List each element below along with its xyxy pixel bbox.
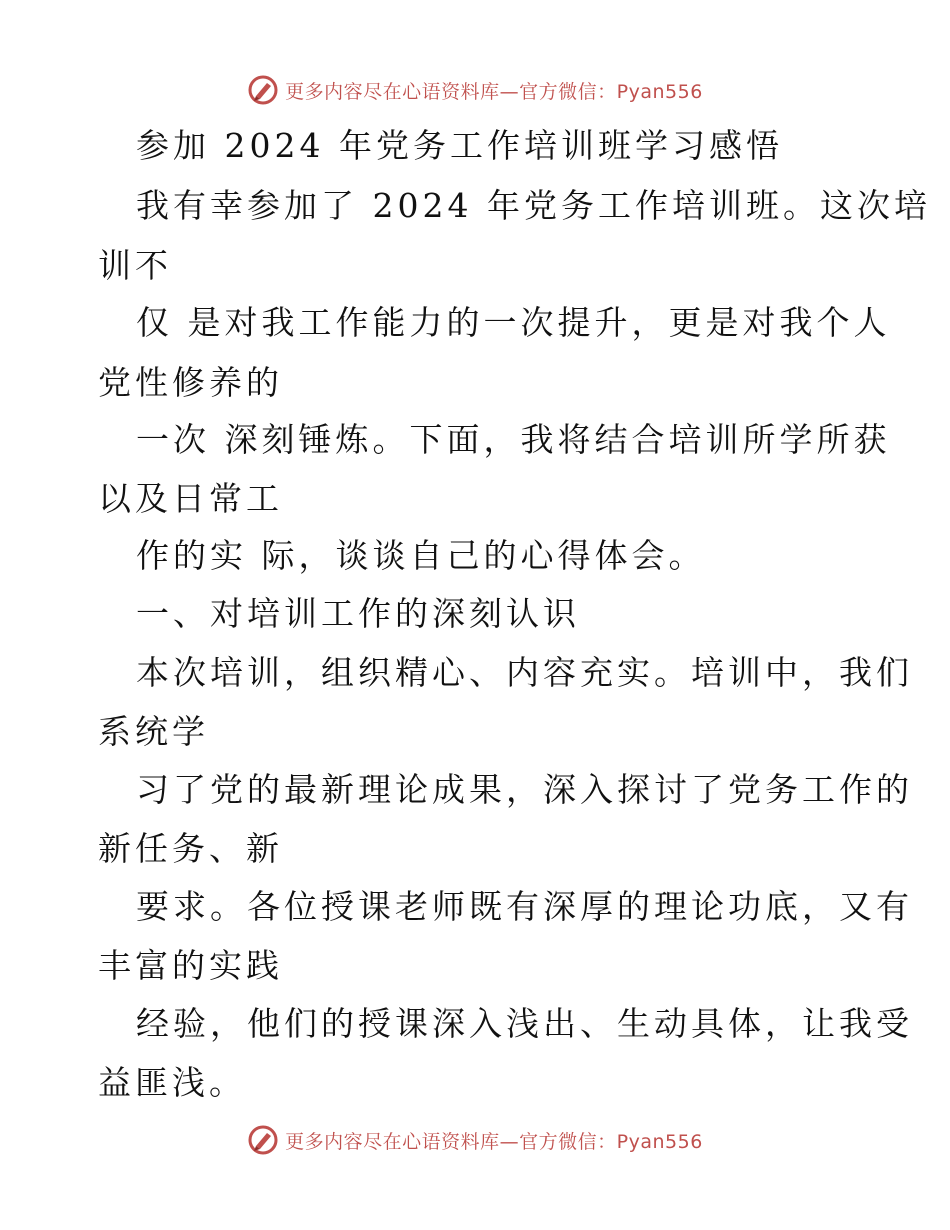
paragraph-line: 系统学	[98, 712, 209, 751]
paragraph-line: 以及日常工	[98, 479, 283, 518]
paragraph-line: 党性修养的	[98, 363, 283, 402]
paragraph-line: 作的实 际，谈谈自己的心得体会。	[136, 536, 706, 575]
paragraph-line: 本次培训，组织精心、内容充实。培训中，我们	[136, 653, 913, 692]
paragraph-line: 益匪浅。	[98, 1063, 246, 1102]
paragraph-line: 训不	[98, 246, 172, 285]
paragraph-line: 仅 是对我工作能力的一次提升，更是对我个人	[136, 303, 891, 342]
paragraph-line: 经验，他们的授课深入浅出、生动具体，让我受	[136, 1004, 913, 1043]
paragraph-line: 我有幸参加了 2024 年党务工作培训班。这次培	[136, 186, 931, 225]
pen-nib-logo-icon	[247, 1124, 279, 1156]
footer-banner	[0, 1122, 950, 1158]
section-heading: 一、对培训工作的深刻认识	[136, 594, 580, 633]
banner-text: 更多内容尽在心语资料库—官方微信：Pyan556	[285, 1130, 703, 1153]
banner-text: 更多内容尽在心语资料库—官方微信：Pyan556	[285, 80, 703, 103]
paragraph-line: 新任务、新	[98, 829, 283, 868]
document-title: 参加 2024 年党务工作培训班学习感悟	[136, 126, 783, 165]
paragraph-line: 要求。各位授课老师既有深厚的理论功底，又有	[136, 887, 913, 926]
header-banner	[0, 72, 950, 108]
paragraph-line: 一次 深刻锤炼。下面，我将结合培训所学所获	[136, 420, 891, 459]
paragraph-line: 丰富的实践	[98, 946, 283, 985]
paragraph-line: 习了党的最新理论成果，深入探讨了党务工作的	[136, 770, 913, 809]
pen-nib-logo-icon	[247, 74, 279, 106]
